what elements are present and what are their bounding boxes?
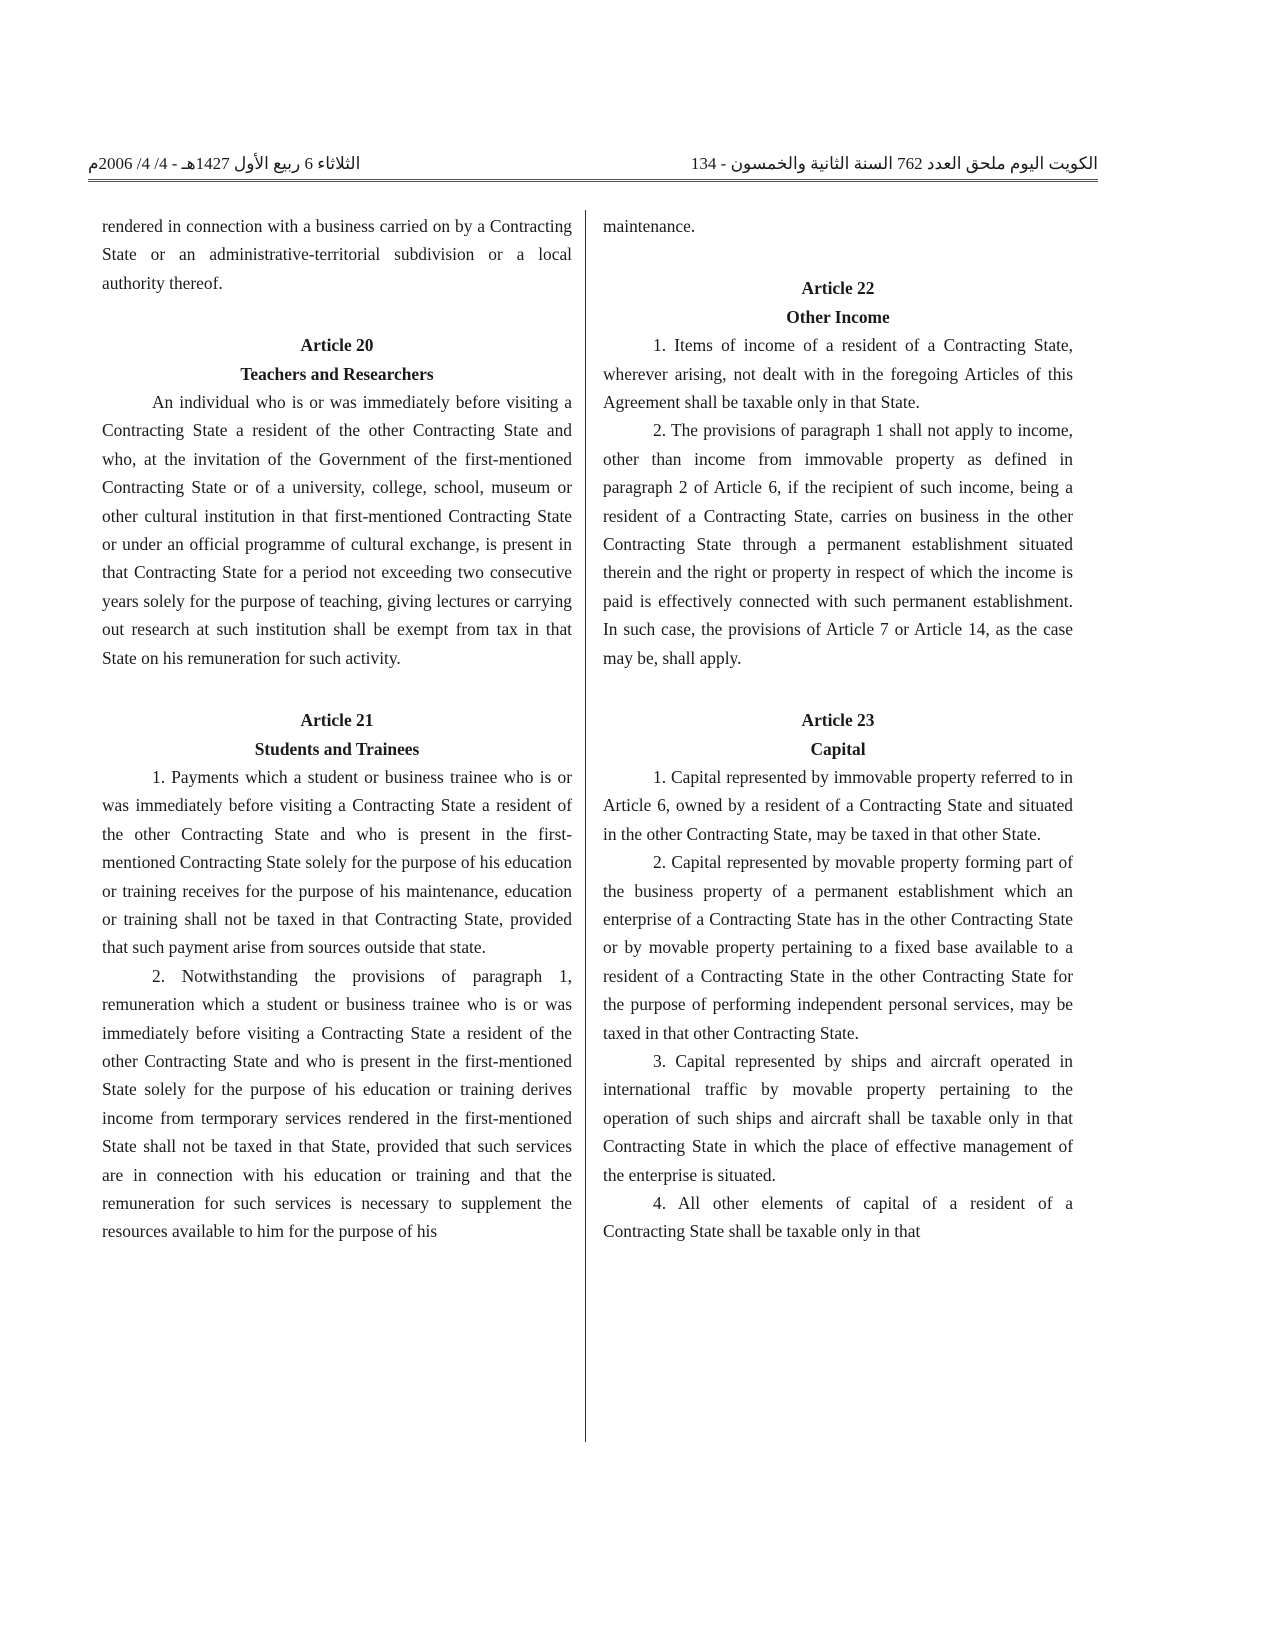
- right-column: [603, 212, 1073, 1246]
- article-22-subheading: Other Income: [786, 306, 890, 327]
- article-21-subheading: Students and Trainees: [254, 738, 420, 759]
- header-date: الثلاثاء 6 ربيع الأول 1427هـ - 4/ 4/ 2006م: [88, 154, 361, 173]
- article-23-heading: Article 23: [801, 710, 875, 731]
- article-22-paragraph-2: 2. The provisions of paragraph 1 shall not apply to income, other than income from immovable property as defined in paragraph 2 of Article 6, if the recipient of such income, being a resident of a Contracting State, carries on business in the other Contracting State through a permanent establishment situated therein and the right or property in respect of which the income is paid is effectively connected with such permanent establishment. In such case, the provisions of Article 7 or Article 14, as the case may be, shall apply.: [603, 420, 1073, 668]
- header-rule: [88, 179, 1098, 182]
- article-22-paragraph-1: 1. Items of income of a resident of a Contracting State, wherever arising, not dealt with in the foregoing Articles of this Agreement shall be taxable only in that State.: [603, 335, 1073, 413]
- article-20-subheading: Teachers and Researchers: [240, 363, 434, 384]
- article-22-heading: Article 22: [801, 278, 875, 299]
- right-intro-paragraph: maintenance.: [603, 216, 696, 236]
- article-23-paragraph-3: 3. Capital represented by ships and aircraft operated in international traffic by movable property pertaining to the operation of such ships and aircraft shall be taxable only in that Contracting State in which the place of effective management of the enterprise is situated.: [603, 1050, 1073, 1185]
- article-23-paragraph-2: 2. Capital represented by movable property forming part of the business property of a permanent establishment which an enterprise of a Contracting State has in the other Contracting State or by movable property pertaining to a fixed base available to a resident of a Contracting State in the other Contracting State for the purpose of performing independent personal services, may be taxed in that other Contracting State.: [603, 852, 1073, 1043]
- left-column: [102, 212, 572, 1246]
- article-23-paragraph-1: 1. Capital represented by immovable property referred to in Article 6, owned by a resident of a Contracting State and situated in the other Contracting State, may be taxed in that other State.: [603, 766, 1073, 844]
- article-23-paragraph-4: 4. All other elements of capital of a resident of a Contracting State shall be taxable only in that: [603, 1193, 1073, 1242]
- header-publication-info: الكويت اليوم ملحق العدد 762 السنة الثانية والخمسون - 134: [690, 154, 1098, 173]
- article-20-heading: Article 20: [300, 335, 374, 356]
- page-header: [88, 148, 1098, 182]
- article-20-paragraph: An individual who is or was immediately before visiting a Contracting State a resident of the other Contracting State and who, at the invitation of the Government of the first-mentioned Contracting State or of a university, college, school, museum or other cultural institution in that first-mentioned Contracting State or under an official programme of cultural exchange, is present in that Contracting State for a period not exceeding two consecutive years solely for the purpose of teaching, giving lectures or carrying out research at such institution shall be exempt from tax in that State on his remuneration for such activity.: [102, 392, 572, 668]
- article-23-subheading: Capital: [810, 738, 866, 759]
- article-21-heading: Article 21: [300, 710, 374, 731]
- article-21-paragraph-2: 2. Notwithstanding the provisions of paragraph 1, remuneration which a student or business trainee who is or was immediately before visiting a Contracting State a resident of the other Contracting State and who is present in the first-mentioned State solely for the purpose of his education or training derives income from termporary services rendered in the first-mentioned State shall not be taxed in that State, provided that such services are in connection with his education or training and that the remuneration for such services is necessary to supplement the resources available to him for the purpose of his: [102, 965, 572, 1242]
- left-intro-paragraph: rendered in connection with a business carried on by a Contracting State or an administrative-territorial subdivision or a local authority thereof.: [102, 216, 572, 293]
- column-divider: [585, 210, 586, 1442]
- article-21-paragraph-1: 1. Payments which a student or business trainee who is or was immediately before visiting a Contracting State a resident of the other Contracting State and who is present in the first-mentioned Contracting State solely for the purpose of his education or training receives for the purpose of his maintenance, education or training shall not be taxed in that Contracting State, provided that such payment arise from sources outside that state.: [102, 766, 572, 958]
